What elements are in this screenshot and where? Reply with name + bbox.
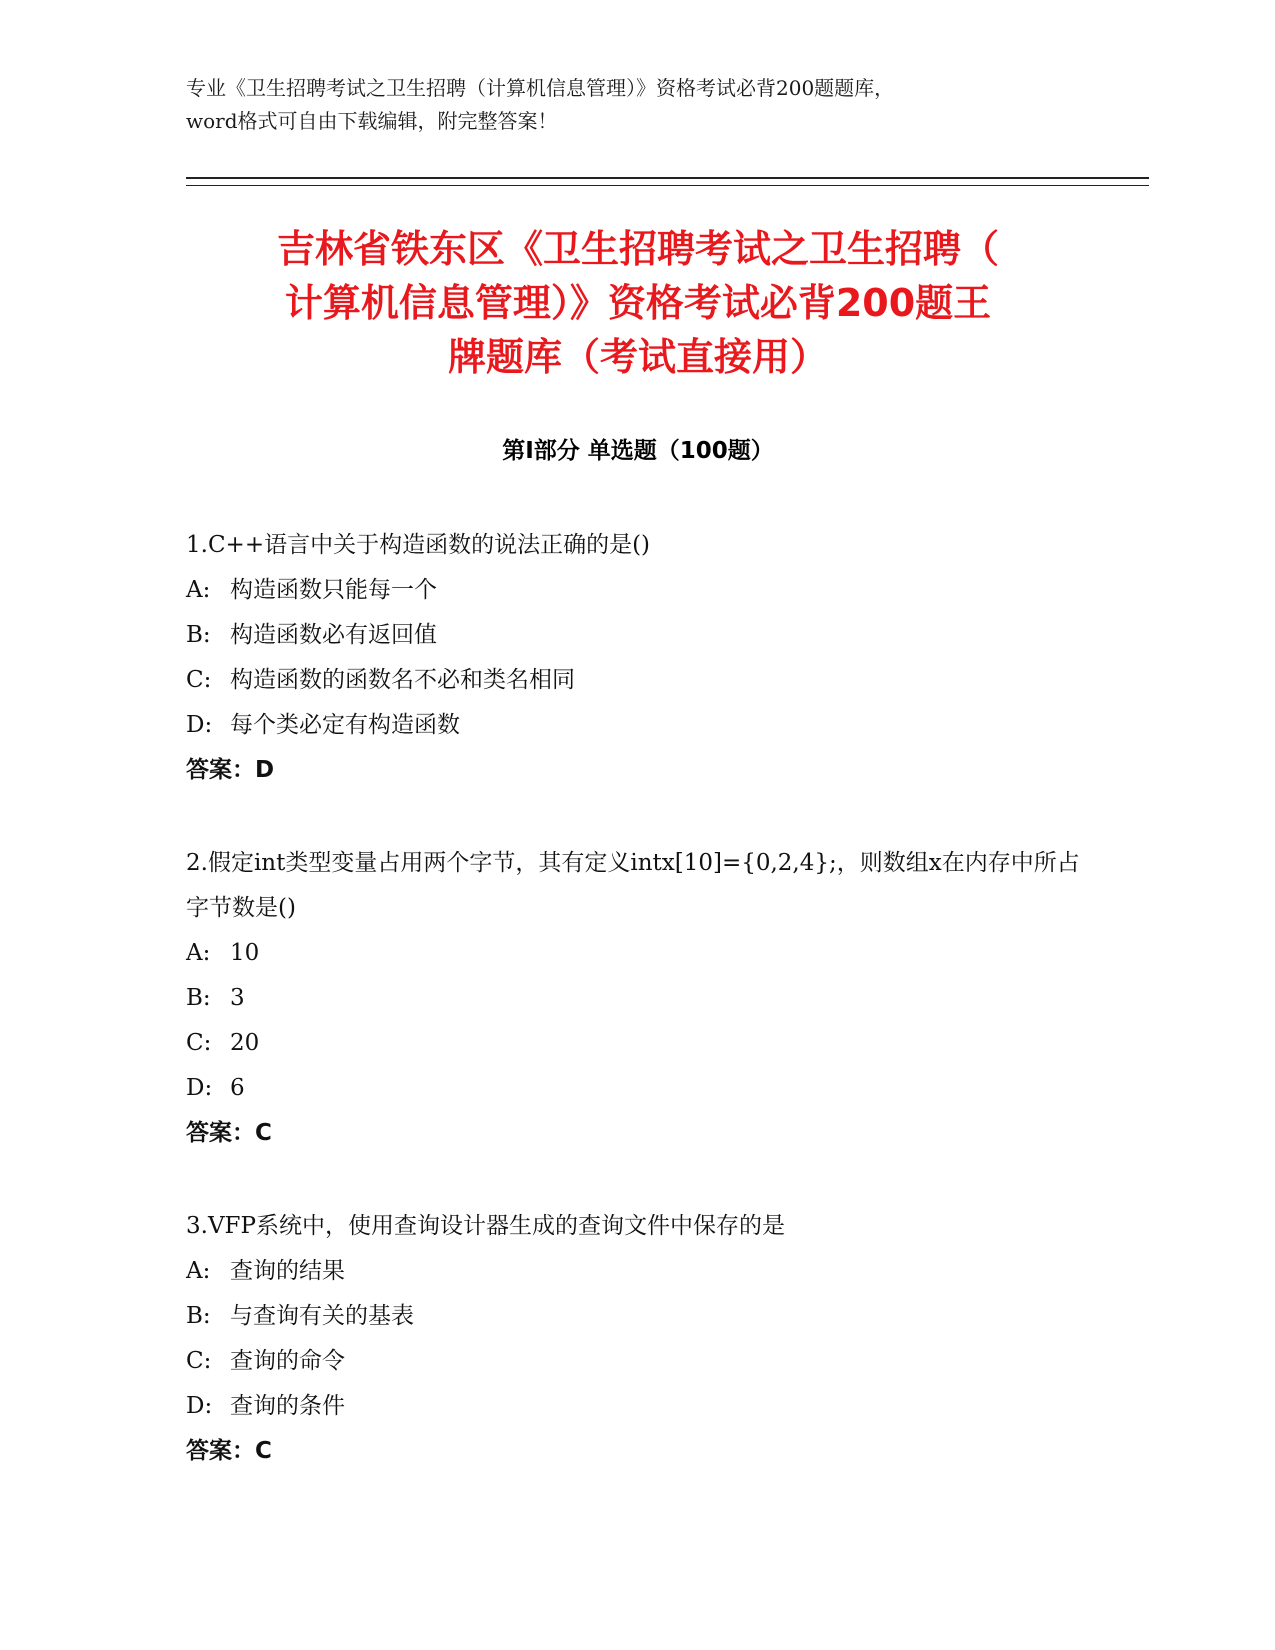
header-note-line-1: 专业《卫生招聘考试之卫生招聘（计算机信息管理）》资格考试必背200题题库， bbox=[186, 76, 895, 100]
option-letter: D: bbox=[186, 1075, 213, 1101]
document-title-line-1: 吉林省铁东区《卫生招聘考试之卫生招聘（ bbox=[276, 227, 999, 271]
option-a bbox=[186, 931, 1086, 976]
option-text: 构造函数的函数名不必和类名相同 bbox=[230, 667, 575, 693]
option-letter: D: bbox=[186, 712, 213, 738]
option-text: 6 bbox=[230, 1075, 245, 1101]
option-d bbox=[186, 1066, 1086, 1111]
option-letter: C: bbox=[186, 1030, 212, 1056]
option-text: 构造函数只能每一个 bbox=[230, 577, 437, 603]
option-letter: B: bbox=[186, 985, 211, 1011]
answer-line: 答案：D bbox=[186, 757, 275, 783]
answer-line: 答案：C bbox=[186, 1438, 272, 1464]
question-stem: 3.VFP系统中，使用查询设计器生成的查询文件中保存的是 bbox=[186, 1213, 785, 1239]
document-title-line-2: 计算机信息管理）》资格考试必背200题王 bbox=[284, 281, 992, 325]
question-stem: 1.C++语言中关于构造函数的说法正确的是() bbox=[186, 532, 651, 558]
question-list bbox=[186, 523, 1086, 1522]
option-letter: A: bbox=[186, 940, 211, 966]
option-c bbox=[186, 1339, 1086, 1384]
option-text: 查询的条件 bbox=[230, 1393, 345, 1419]
question-stem: 2.假定int类型变量占用两个字节，其有定义intx[10]={0,2,4};，则数组x在内存中所占字节数是() bbox=[186, 850, 1080, 921]
option-letter: B: bbox=[186, 1303, 211, 1329]
option-text: 查询的命令 bbox=[230, 1348, 345, 1374]
option-text: 10 bbox=[230, 940, 260, 966]
option-d bbox=[186, 703, 1086, 748]
question-3 bbox=[186, 1204, 1086, 1474]
option-letter: B: bbox=[186, 622, 211, 648]
option-c bbox=[186, 658, 1086, 703]
answer-line: 答案：C bbox=[186, 1120, 272, 1146]
header-note bbox=[186, 72, 1086, 138]
option-d bbox=[186, 1384, 1086, 1429]
option-a bbox=[186, 1249, 1086, 1294]
option-letter: A: bbox=[186, 1258, 211, 1284]
option-b bbox=[186, 1294, 1086, 1339]
option-text: 每个类必定有构造函数 bbox=[230, 712, 460, 738]
option-b bbox=[186, 613, 1086, 658]
option-text: 20 bbox=[230, 1030, 260, 1056]
option-c bbox=[186, 1021, 1086, 1066]
question-1 bbox=[186, 523, 1086, 793]
option-text: 查询的结果 bbox=[230, 1258, 345, 1284]
header-note-line-2: word格式可自由下载编辑，附完整答案！ bbox=[186, 109, 558, 133]
option-letter: C: bbox=[186, 1348, 212, 1374]
option-text: 3 bbox=[230, 985, 245, 1011]
question-2 bbox=[186, 841, 1086, 1156]
option-a bbox=[186, 568, 1086, 613]
document-title bbox=[186, 222, 1090, 384]
option-letter: D: bbox=[186, 1393, 213, 1419]
option-b bbox=[186, 976, 1086, 1021]
option-letter: A: bbox=[186, 577, 211, 603]
option-letter: C: bbox=[186, 667, 212, 693]
header-divider bbox=[186, 177, 1149, 186]
section-title: 第Ⅰ部分 单选题（100题） bbox=[502, 438, 774, 464]
option-text: 与查询有关的基表 bbox=[230, 1303, 414, 1329]
option-text: 构造函数必有返回值 bbox=[230, 622, 437, 648]
document-title-line-3: 牌题库（考试直接用） bbox=[447, 335, 828, 379]
